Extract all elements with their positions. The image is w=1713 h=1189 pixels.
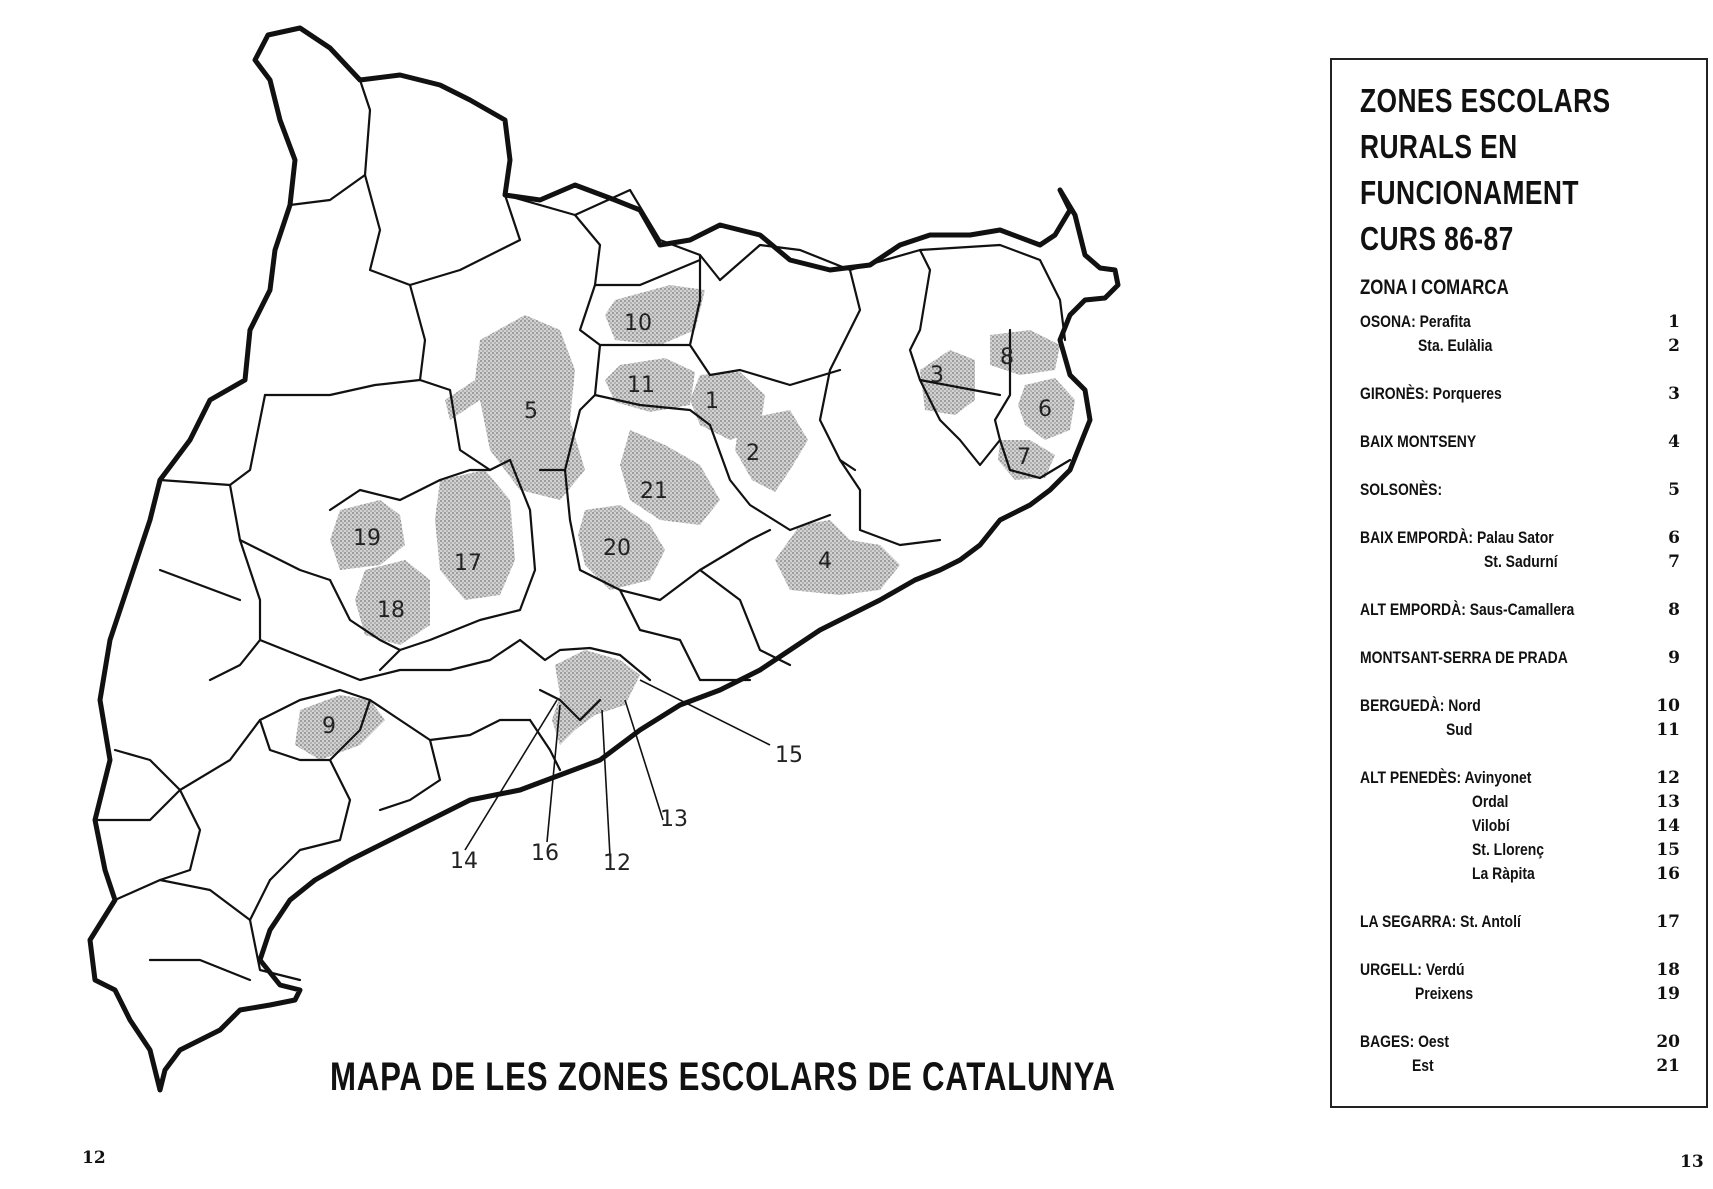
legend-zone-number: 21 <box>1656 1056 1680 1076</box>
legend-row <box>1360 958 1684 982</box>
zone-area-21 <box>620 430 720 525</box>
legend-zone-name: BAIX MONTSENY <box>1360 432 1477 451</box>
legend-row <box>1360 694 1684 718</box>
legend-zone-name: BAIX EMPORDÀ: Palau Sator <box>1360 528 1554 547</box>
legend-row <box>1360 478 1684 502</box>
legend-zone-name: BAGES: Oest <box>1360 1032 1450 1051</box>
legend-zone-name: ALT PENEDÈS: Avinyonet <box>1360 768 1532 787</box>
page-number-left: 12 <box>82 1148 106 1168</box>
legend-zone-number: 18 <box>1656 960 1680 980</box>
legend-row <box>1360 310 1684 334</box>
legend-zone-name: Sud <box>1446 720 1473 739</box>
zone-label: 19 <box>353 526 381 551</box>
legend-zone-name: GIRONÈS: Porqueres <box>1360 384 1502 403</box>
legend-title <box>1360 78 1684 262</box>
legend-zone-number: 7 <box>1668 552 1680 572</box>
legend-zone-name: SOLSONÈS: <box>1360 480 1443 499</box>
legend-zone-name: Ordal <box>1472 792 1509 811</box>
legend-row <box>1360 430 1684 454</box>
legend-zone-name: MONTSANT-SERRA DE PRADA <box>1360 648 1568 667</box>
zone-label: 4 <box>818 549 832 574</box>
legend-row <box>1360 790 1684 814</box>
zone-label: 17 <box>454 551 482 576</box>
zone-label: 16 <box>531 841 559 866</box>
legend-zone-number: 6 <box>1668 528 1680 548</box>
legend-box <box>1330 58 1708 1108</box>
legend-zone-number: 4 <box>1668 432 1680 452</box>
legend-zone-number: 2 <box>1668 336 1680 356</box>
zone-label: 12 <box>603 851 631 876</box>
legend-zone-number: 20 <box>1656 1032 1680 1052</box>
page-number-right: 13 <box>1680 1152 1704 1172</box>
legend-zone-name: URGELL: Verdú <box>1360 960 1465 979</box>
legend-group <box>1360 766 1684 886</box>
legend-row <box>1360 382 1684 406</box>
zone-label: 1 <box>705 389 719 414</box>
legend-row <box>1360 862 1684 886</box>
legend-row <box>1360 334 1684 358</box>
legend-row <box>1360 814 1684 838</box>
legend-zone-name: La Ràpita <box>1472 864 1535 883</box>
zone-label: 3 <box>930 363 944 388</box>
legend-group <box>1360 646 1684 670</box>
legend-zone-number: 9 <box>1668 648 1680 668</box>
legend-row <box>1360 982 1684 1006</box>
legend-row <box>1360 550 1684 574</box>
legend-zone-number: 14 <box>1656 816 1680 836</box>
legend-list <box>1360 310 1684 1078</box>
legend-group <box>1360 910 1684 934</box>
zone-label: 14 <box>450 849 478 874</box>
legend-zone-number: 13 <box>1656 792 1680 812</box>
legend-row <box>1360 910 1684 934</box>
legend-title-line: FUNCIONAMENT <box>1360 174 1579 211</box>
map-title: MAPA DE LES ZONES ESCOLARS DE CATALUNYA <box>330 1055 1116 1099</box>
legend-row <box>1360 526 1684 550</box>
legend-zone-name: Vilobí <box>1472 816 1510 835</box>
legend-zone-number: 8 <box>1668 600 1680 620</box>
legend-group <box>1360 694 1684 742</box>
legend-group <box>1360 430 1684 454</box>
legend-zone-number: 5 <box>1668 480 1680 500</box>
zone-label: 10 <box>624 311 652 336</box>
zone-label: 11 <box>627 373 655 398</box>
legend-zone-number: 17 <box>1656 912 1680 932</box>
legend-row <box>1360 1054 1684 1078</box>
zone-label: 21 <box>640 479 668 504</box>
legend-row <box>1360 766 1684 790</box>
legend-zone-name: Est <box>1412 1056 1434 1075</box>
zone-label: 5 <box>524 399 538 424</box>
zone-label: 13 <box>660 807 688 832</box>
legend-zone-name: BERGUEDÀ: Nord <box>1360 696 1481 715</box>
zone-label: 2 <box>746 441 760 466</box>
legend-group <box>1360 598 1684 622</box>
zone-area-4 <box>775 520 900 595</box>
legend-row <box>1360 1030 1684 1054</box>
legend-group <box>1360 478 1684 502</box>
legend-group <box>1360 1030 1684 1078</box>
legend-zone-number: 12 <box>1656 768 1680 788</box>
zone-label: 6 <box>1038 397 1052 422</box>
legend-zone-number: 10 <box>1656 696 1680 716</box>
legend-zone-name: Sta. Eulàlia <box>1418 336 1493 355</box>
legend-row <box>1360 646 1684 670</box>
zone-label: 8 <box>1000 345 1014 370</box>
legend-title-line: RURALS EN <box>1360 128 1518 165</box>
zone-area-17 <box>435 470 515 600</box>
legend-zone-number: 15 <box>1656 840 1680 860</box>
zone-label: 9 <box>322 714 336 739</box>
legend-zone-name: Preixens <box>1415 984 1474 1003</box>
legend-subtitle: ZONA I COMARCA <box>1360 276 1509 299</box>
legend-zone-name: St. Llorenç <box>1472 840 1545 859</box>
legend-row <box>1360 718 1684 742</box>
legend-row <box>1360 598 1684 622</box>
legend-zone-name: ALT EMPORDÀ: Saus-Camallera <box>1360 600 1575 619</box>
legend-row <box>1360 838 1684 862</box>
zones-shading <box>295 285 1075 760</box>
zone-area-10 <box>605 285 705 345</box>
legend-group <box>1360 310 1684 358</box>
legend-zone-name: LA SEGARRA: St. Antolí <box>1360 912 1521 931</box>
legend-title-line: CURS 86-87 <box>1360 220 1514 257</box>
legend-zone-number: 19 <box>1656 984 1680 1004</box>
legend-group <box>1360 382 1684 406</box>
zone-area-12to16 <box>552 650 640 745</box>
legend-zone-name: St. Sadurní <box>1484 552 1558 571</box>
legend-zone-number: 3 <box>1668 384 1680 404</box>
legend-zone-number: 11 <box>1656 720 1680 740</box>
legend-group <box>1360 958 1684 1006</box>
legend-title-line: ZONES ESCOLARS <box>1360 82 1611 119</box>
legend-zone-name: OSONA: Perafita <box>1360 312 1471 331</box>
zone-label: 18 <box>377 598 405 623</box>
legend-zone-number: 1 <box>1668 312 1680 332</box>
legend-group <box>1360 526 1684 574</box>
legend-zone-number: 16 <box>1656 864 1680 884</box>
zone-label: 7 <box>1017 445 1031 470</box>
zone-label: 15 <box>775 743 803 768</box>
zone-label: 20 <box>603 536 631 561</box>
